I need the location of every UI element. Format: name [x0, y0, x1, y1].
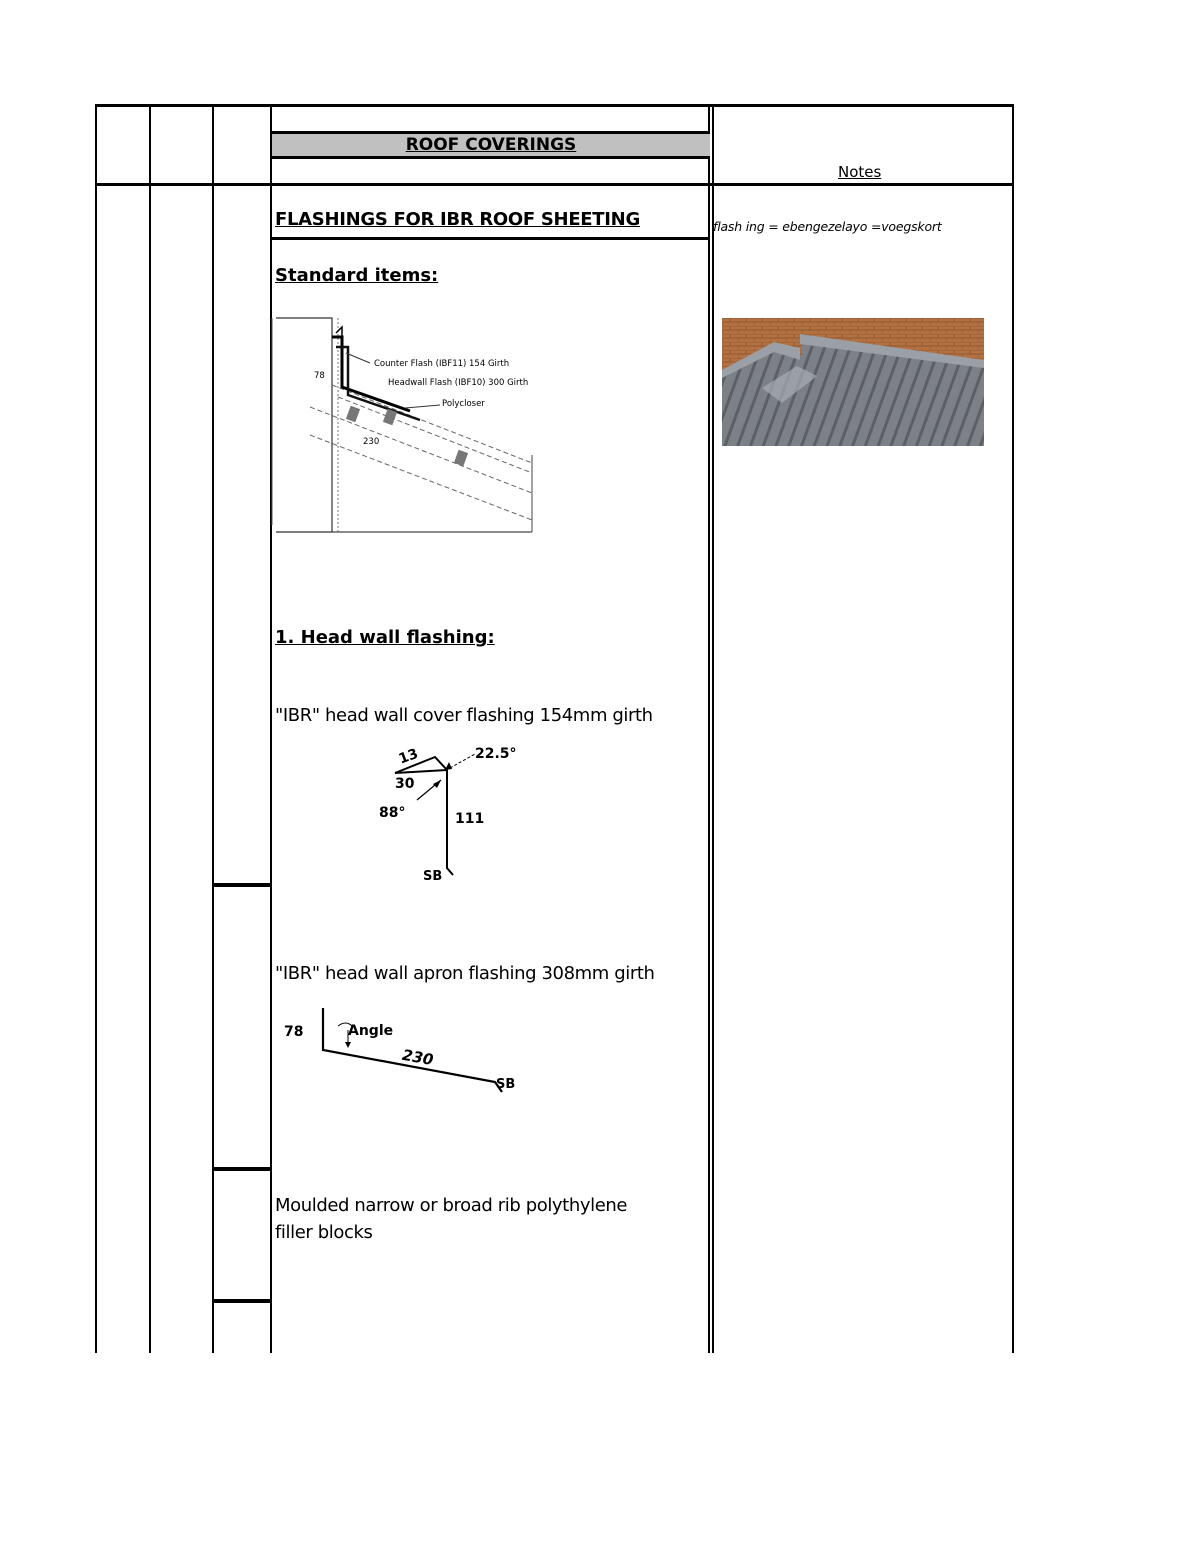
roof-flashing-photo	[722, 318, 984, 446]
section-title: ROOF COVERINGS	[405, 135, 577, 155]
col-border-6	[1012, 104, 1014, 1353]
cover-dim-30: 30	[395, 776, 415, 792]
dim-230-label: 230	[363, 437, 380, 447]
col-border-3	[212, 104, 214, 1353]
col-border-5b	[712, 104, 714, 1353]
header-bottom-border	[95, 183, 1014, 186]
cell-divider-1	[212, 883, 272, 887]
cover-dim-sb: SB	[423, 869, 443, 884]
polycloser-label: Polycloser	[442, 399, 485, 409]
apron-flashing-text: "IBR" head wall apron flashing 308mm girth	[275, 963, 655, 984]
apron-dim-78: 78	[284, 1024, 304, 1040]
cell-divider-3	[212, 1299, 272, 1303]
cover-flashing-text: "IBR" head wall cover flashing 154mm girth	[275, 705, 653, 726]
cover-dim-111: 111	[455, 811, 485, 827]
headwall-flash-label: Headwall Flash (IBF10) 300 Girth	[388, 378, 529, 388]
apron-dim-sb: SB	[496, 1077, 516, 1092]
notes-column-label: Notes	[838, 163, 882, 181]
apron-dim-230: 230	[400, 1045, 435, 1070]
dim-78-label: 78	[314, 371, 325, 381]
apron-flashing-diagram	[280, 1000, 525, 1105]
apron-angle-label: Angle	[348, 1023, 394, 1039]
standard-items-heading: Standard items:	[275, 265, 439, 286]
flashing-translation-note: flash ing = ebengezelayo =voegskort	[713, 219, 942, 234]
col-border-4	[270, 104, 272, 1353]
cover-dim-angle: 22.5°	[475, 746, 517, 762]
col-border-1	[95, 104, 97, 1353]
cover-flashing-diagram	[375, 740, 525, 885]
filler-blocks-text-line2: filler blocks	[275, 1222, 373, 1243]
table-top-border	[95, 104, 1014, 107]
col-border-2	[149, 104, 151, 1353]
cell-divider-2	[212, 1167, 272, 1171]
cover-dim-88: 88°	[379, 805, 406, 821]
headwall-section-diagram	[270, 315, 545, 537]
section-title-bar	[272, 131, 710, 159]
cover-dim-13: 13	[396, 745, 421, 768]
counter-flash-label: Counter Flash (IBF11) 154 Girth	[374, 359, 510, 369]
filler-blocks-text-line1: Moulded narrow or broad rib polythylene	[275, 1195, 628, 1216]
flashings-heading: FLASHINGS FOR IBR ROOF SHEETING	[275, 209, 640, 230]
col-border-5a	[708, 104, 710, 1353]
row-divider	[272, 237, 710, 240]
head-wall-flashing-heading: 1. Head wall flashing:	[275, 627, 495, 648]
